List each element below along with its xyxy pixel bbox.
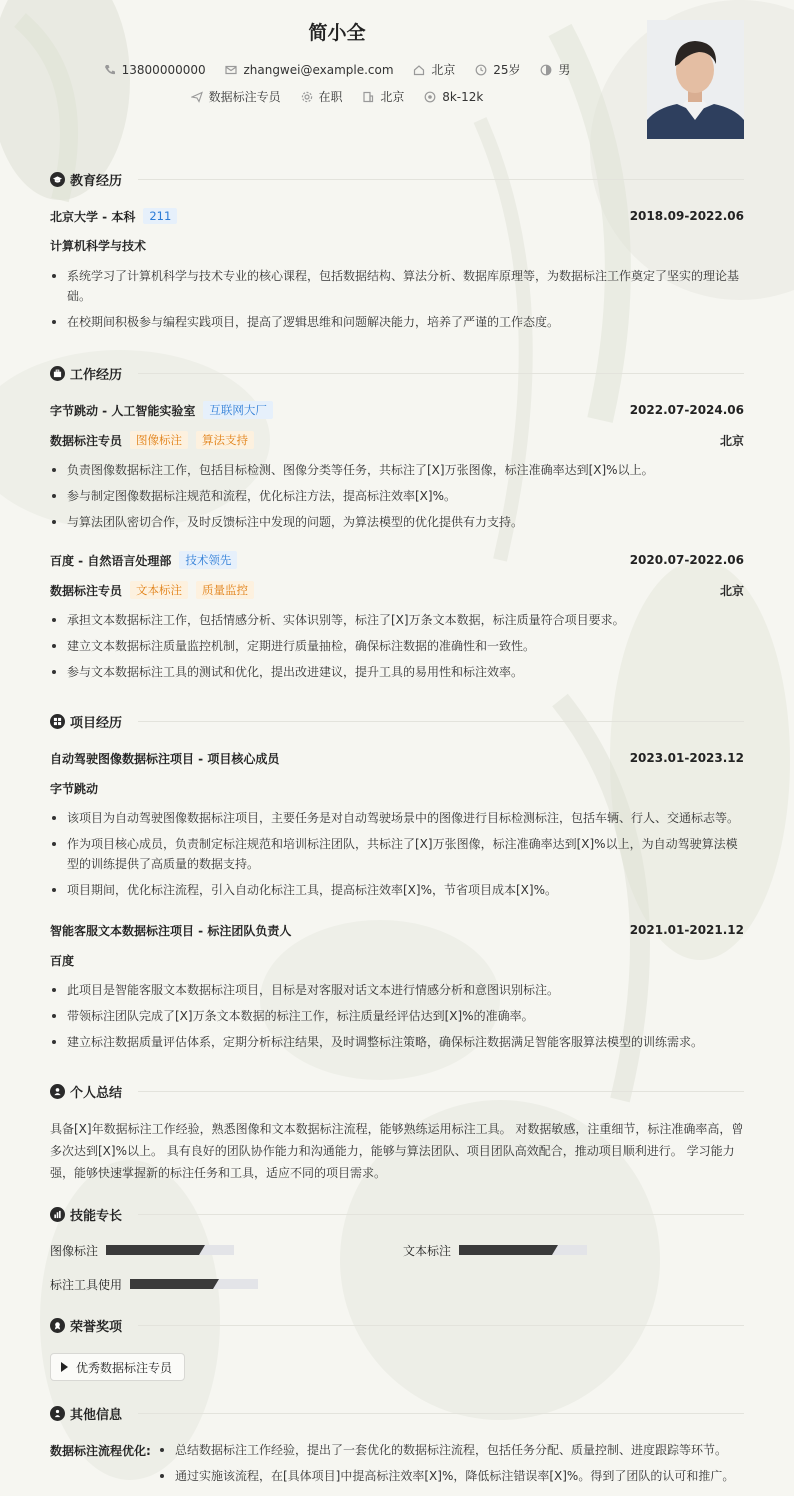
section-divider [138,721,744,722]
list-item: 与算法团队密切合作，及时反馈标注中发现的问题，为算法模型的优化提供有力支持。 [50,512,744,532]
play-icon [61,1362,68,1372]
graduation-cap-icon [50,172,65,187]
summary-text: 具备[X]年数据标注工作经验，熟悉图像和文本数据标注流程，能够熟练运用标注工具。 对数据敏感，注重细节，标注准确率高，曾多次达到[X]%以上。 具有良好的团队协作能力和沟通能力，能够与算法团队、项目团队高效配合，推动项目顺利进行。 学习能力强，能够快速掌握新的标注任务和工具，适应不同的项目需求。 [50,1122,744,1180]
skill-bar-fill [459,1245,552,1255]
section-divider [138,1214,744,1215]
award-badge [50,1353,185,1381]
school-name: 北京大学 - 本科 [50,209,136,224]
skill-bar [130,1279,258,1289]
contact-row [0,61,674,78]
gender-item: 男 [540,61,570,78]
section-divider [138,1413,744,1414]
school-tag: 211 [143,208,177,224]
medal-icon [50,1318,65,1333]
company-name: 百度 - 自然语言处理部 [50,553,172,568]
role-tag: 文本标注 [130,581,188,599]
job-location: 北京 [719,433,744,448]
job-location: 北京 [719,583,744,598]
age-item: 25岁 [475,61,520,78]
project-bullets [50,808,744,906]
project-date: 2023.01-2023.12 [629,751,744,765]
company-name: 字节跳动 - 人工智能实验室 [50,403,196,418]
project-org: 字节跳动 [50,781,99,796]
people-icon [50,1406,65,1421]
job-date: 2022.07-2024.06 [629,403,744,417]
education-section-title: 教育经历 [50,169,122,189]
list-item: 该项目为自动驾驶图像数据标注项目，主要任务是对自动驾驶场景中的图像进行目标检测标注，包括车辆、行人、交通标志等。 [50,808,744,828]
job-bullets [50,610,744,688]
list-item: 系统学习了计算机科学与技术专业的核心课程，包括数据结构、算法分析、数据库原理等，为数据标注工作奠定了坚实的理论基础。 [50,266,744,306]
other-label: 数据标注流程优化: [50,1444,151,1458]
job-role-line [50,431,744,449]
list-item: 作为项目核心成员，负责制定标注规范和培训标注团队，共标注了[X]万张图像，标注准确率达到[X]%以上，为自动驾驶算法模型的训练提供了高质量的数据支持。 [50,834,744,874]
status-item: 在职 [301,88,343,105]
education-header [50,207,744,225]
gender-icon [540,64,552,76]
work-section-title: 工作经历 [50,363,122,383]
avatar [647,20,744,139]
project-org: 百度 [50,953,75,968]
job-role: 数据标注专员 [50,433,123,448]
award-name: 优秀数据标注专员 [76,1360,173,1375]
summary-section-title: 个人总结 [50,1081,122,1101]
project-section-title: 项目经历 [50,711,122,731]
project-header [50,921,744,939]
email-item: zhangwei@example.com [225,63,393,77]
coin-icon [424,91,436,103]
list-item: 此项目是智能客服文本数据标注项目，目标是对客服对话文本进行情感分析和意图识别标注。 [50,980,744,1000]
major-line [50,236,744,254]
briefcase-icon [50,366,65,381]
section-divider [138,179,744,180]
clock-icon [475,64,487,76]
candidate-name: 简小全 [308,22,366,44]
project-bullets [50,980,744,1058]
gear-icon [301,91,313,103]
role-tag: 算法支持 [196,431,254,449]
skill-bar [106,1245,234,1255]
role-tag: 图像标注 [130,431,188,449]
list-item: 总结数据标注工作经验，提出了一套优化的数据标注流程，包括任务分配、质量控制、进度跟踪等环节。 [158,1440,754,1460]
list-item: 建立标注数据质量评估体系，定期分析标注结果，及时调整标注策略，确保标注数据满足智能客服算法模型的训练需求。 [50,1032,744,1052]
project-name: 智能客服文本数据标注项目 - 标注团队负责人 [50,923,292,938]
honors-section-title: 荣誉奖项 [50,1315,122,1335]
salary-item: 8k-12k [424,90,483,104]
list-item: 负责图像数据标注工作，包括目标检测、图像分类等任务，共标注了[X]万张图像，标注准确率达到[X]%以上。 [50,460,744,480]
job-role-line [50,581,744,599]
education-date: 2018.09-2022.06 [629,209,744,223]
project-org-line [50,951,744,969]
project-date: 2021.01-2021.12 [629,923,744,937]
target-city-item: 北京 [362,88,404,105]
skill-bar-fill [130,1279,213,1289]
skills-section-title: 技能专长 [50,1204,122,1224]
company-tag: 互联网大厂 [203,401,273,419]
project-name: 自动驾驶图像数据标注项目 - 项目核心成员 [50,751,280,766]
phone-icon [104,64,116,76]
user-icon [50,1084,65,1099]
grid-icon [50,714,65,729]
skill-name: 文本标注 [403,1243,452,1258]
skill-item [403,1243,587,1257]
list-item: 带领标注团队完成了[X]万条文本数据的标注工作，标注质量经评估达到[X]%的准确率。 [50,1006,744,1026]
job-item: 数据标注专员 [191,88,281,105]
other-bullets [158,1440,754,1492]
job-date: 2020.07-2022.06 [629,553,744,567]
list-item: 建立文本数据标注质量监控机制，定期进行质量抽检，确保标注数据的准确性和一致性。 [50,636,744,656]
job-header [50,551,744,569]
role-tag: 质量监控 [196,581,254,599]
other-section-title: 其他信息 [50,1403,122,1423]
list-item: 通过实施该流程，在[具体项目]中提高标注效率[X]%，降低标注错误率[X]%。得到了团队的认可和推广。 [158,1466,754,1486]
project-header [50,749,744,767]
skill-bar [459,1245,587,1255]
skill-item [50,1277,258,1291]
skill-name: 图像标注 [50,1243,99,1258]
education-bullets [50,266,744,338]
home-icon [413,64,425,76]
skill-bar-fill [106,1245,199,1255]
mail-icon [225,64,237,76]
building-icon [362,91,374,103]
list-item: 参与制定图像数据标注规范和流程，优化标注方法，提高标注效率[X]%。 [50,486,744,506]
list-item: 承担文本数据标注工作，包括情感分析、实体识别等，标注了[X]万条文本数据，标注质量符合项目要求。 [50,610,744,630]
intent-row [0,88,674,105]
city-item: 北京 [413,61,455,78]
project-org-line [50,779,744,797]
list-item: 参与文本数据标注工具的测试和优化，提出改进建议，提升工具的易用性和标注效率。 [50,662,744,682]
job-role: 数据标注专员 [50,583,123,598]
major-name: 计算机科学与技术 [50,238,147,253]
job-bullets [50,460,744,538]
section-divider [138,1091,744,1092]
section-divider [138,373,744,374]
bar-chart-icon [50,1207,65,1222]
send-icon [191,91,203,103]
list-item: 项目期间，优化标注流程，引入自动化标注工具，提高标注效率[X]%，节省项目成本[X]%。 [50,880,744,900]
skill-item [50,1243,234,1257]
section-divider [138,1325,744,1326]
list-item: 在校期间积极参与编程实践项目，提高了逻辑思维和问题解决能力，培养了严谨的工作态度。 [50,312,744,332]
phone-item: 13800000000 [104,63,206,77]
skill-name: 标注工具使用 [50,1277,123,1292]
job-header [50,401,744,419]
company-tag: 技术领先 [179,551,237,569]
